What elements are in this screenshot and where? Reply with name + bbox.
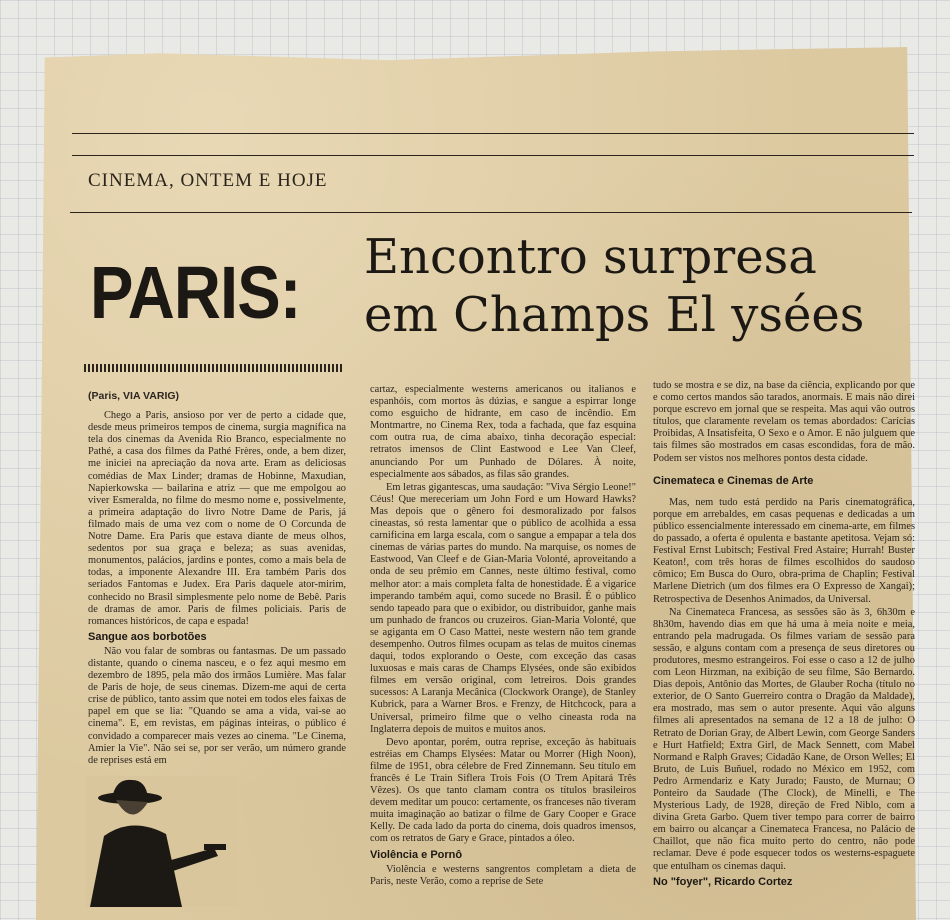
title-hatch-rule	[84, 364, 344, 372]
paris-title: PARIS:	[90, 251, 301, 334]
col3-paragraph-3: Na Cinemateca Francesa, as sessões são às 3, 6h30m e 8h30m, havendo dias em que há uma à meia noite e meia, entrando pela madrugada. Os filmes variam de sessão para sessão, e alguns contam com a presença de seus diretores ou produtores, mesmo estrangeiros. Foi esse o caso a 12 de julho com Leon Hirzman, na exibição de seu filme, São Bernardo. Dias depois, Antônio das Mortes, de Glauber Rocha (título no exterior, de O Santo Guerreiro contra o Dragão da Maldade), era mostrado, mas sem o autor presente. Aqui vão alguns filmes ali apresentados na semana de 12 a 18 de julho: O Retrato de Dorian Gray, de Albert Lewin, com George Sanders e Hurt Hatfield; Extra Girl, de Mack Sennett, com Mabel Normand e Ralph Graves; Cidadão Kane, de Orson Welles; El Bruto, de Luis Buñuel, rodado no México em 1952, com Pedro Armendariz e Katy Jurado; Fausto, de Murnau; O Ponteiro da Saudade (The Clock), de Minelli, e The Mysterious Lady, de 1928, direção de Fred Niblo, com a divina Greta Garbo. Quem tiver tempo para correr de bairro em bairro ou alcançar a Cinemateca Francesa, no Palácio de Chaillot, que não fica muito perto do centro, não pode reclamar. Deve é pode esquecer todos os westerns-espaguete que entulham os cinemas daqui.	[653, 606, 915, 872]
cowboy-figure-icon	[86, 776, 236, 907]
col1-paragraph-1: Chego a Paris, ansioso por ver de perto a cidade que, desde meus primeiros tempos de cinema, surgia magnífica na tela dos cinemas da Avenida Rio Branco, especialmente no Pathé, a casa dos filmes da Pathé Frères, onde, a bem dizer, me iniciei na apreciação da nova arte. Eram as deliciosas comédias de Max Linder; dramas de Hobinne, Maxudian, Napierkowska — bailarina e atriz — que me empolgou ao viver Esmeralda, no filme do mesmo nome e, possivelmente, a primeira adaptação do livro Notre Dame de Paris, já filmado mais de uma vez com o nome de O Corcunda de Notre Dame. Era Paris que estava diante de meus olhos, sedentos por sua graça e beleza; as suas avenidas, monumentos, palácios, jardins e pontes, como a mais bela de todas, a imponente Alexandre III. Era também Paris dos seriados Fantomas e Judex. Era Paris daquele ator-mirim, conhecido no Brasil simplesmente pelo nome de Bebê. Paris de dramas de amor. Paris de filmes policiais. Paris de romances históricos, de capa e espada!	[88, 410, 346, 627]
column-3	[653, 380, 915, 907]
col2-paragraph-3: Devo apontar, porém, outra reprise, exceção às habituais estréias em Champs Elysées: Matar ou Morrer (High Noon), filme de 1951, obra célebre de Fred Zinnemann. Seu título em francês é Le Train Siflera Trois Fois (O Trem Apitará Três Vêzes). Os que tanto clamam contra os títulos brasileiros devem meditar um pouco: certamente, os franceses não tiveram muita imaginação ao batizar o filme de Gary Cooper e Grace Kelly. De cada lado da porta do cinema, dois quadros imensos, com os retratos de Gary e Grace, pintados a óleo.	[370, 736, 636, 845]
cowboy-photo	[86, 776, 236, 907]
col2-paragraph-1: cartaz, especialmente westerns americanos ou italianos e espanhóis, com mortos às dúzias, e sangue a espirrar longe como esguicho de hidrante, em caso de incêndio. Em Montmartre, no Cinema Rex, toda a fachada, que faz esquina com outra rua, de cima abaixo, tinha decoração especial: retratos imensos de Clint Eastwood e Lee Van Cleef, anunciando Por um Punhado de Dólares. À noite, especialmente aos sábados, as filas são grandes.	[370, 384, 636, 480]
col2-subheading: Violência e Pornô	[370, 848, 463, 861]
col1-paragraph-2: Não vou falar de sombras ou fantasmas. De um passado distante, quando o cinema nasceu, e o fez aqui mesmo em dezembro de 1895, pela mão dos irmãos Lumière. Mas falar de Paris de hoje, de seus cinemas. Dizem-me aqui de certa crise de público, tanto assim que notei em todos eles faixas de papel em que se lia: "Quando se ama a vida, vai-se ao cinema". E, em revistas, em páginas inteiras, o público é convidado a comparecer mais vezes ao cinema. "Le Cinema, Amier la Vie". Não sei se, por ser verão, um número grande de reprises está em	[88, 645, 346, 766]
headline-line-1: Encontro surpresa	[364, 229, 817, 285]
col2-paragraph-2: Em letras gigantescas, uma saudação: "Viva Sérgio Leone!" Céus! Que mereceriam um John Ford e um Howard Hawks? Mas depois que o gênero foi desmoralizado por falsos cineastas, só resta lamentar que o público de acolhida a essa carnificina em larga escala, com o sangue a empapar a tela dos cinemas de várias partes do mundo. Na marquise, os nomes de Eastwood, Van Cleef e de Gian-Maria Volonté, aproveitando a onda de seu prêmio em Cannes, neste último festival, como melhor ator: a mais completa falta de honestidade. É a vigarice imperando também aqui, como sucede no Brasil. É o público sendo tapeado para que o exibidor, ou distribuidor, ganhe mais um punhado de francos ou cruzeiros. Gian-Maria Volonté, que se agiganta em O Caso Mattei, neste western não tem grande desempenho. Outros filmes ocupam as telas de muitos cinemas daqui, todos explorando o Oeste, com exceção das casas luxuosas e mais caras de Champs Elysées, onde são exibidos filmes em versão original, com letreiros. Dois grandes sucessos: A Laranja Mecânica (Clockwork Orange), de Stanley Kubrick, para a Warner Bros. e Frenzy, de Hitchcock, para a Universal, primeiro filme que o velho cineasta roda na Inglaterra depois de muitos e muitos anos.	[370, 481, 636, 735]
col2-paragraph-4: Violência e westerns sangrentos completam a dieta de Paris, neste Verão, como a reprise de Sete	[370, 863, 636, 887]
col1-subheading: Sangue aos borbotões	[88, 630, 207, 643]
col3-subheading-1: Cinemateca e Cinemas de Arte	[653, 474, 814, 487]
section-header: CINEMA, ONTEM E HOJE	[88, 170, 328, 191]
headline	[364, 228, 884, 344]
col3-paragraph-2: Mas, nem tudo está perdido na Paris cinematográfica, porque em arrebaldes, em casas pequenas e dedicadas a um público essencialmente interessado em cinema-arte, em filmes do passado, a oferta é opulenta e bastante apetitosa. Vejam só: Festival Ernst Lubitsch; Festival Fred Astaire; Hurrah! Buster Keaton!, com três horas de filmes escolhidos do saudoso cômico; Em Busca do Ouro, obra-prima de Chaplin; Festival Marlene Dietrich (um dos filmes era O Expresso de Xangai); Retrospectiva de Desenhos Animados, da Universal.	[653, 496, 915, 605]
top-rule	[72, 133, 914, 134]
section-rule	[70, 212, 912, 213]
column-1	[88, 390, 346, 775]
byline: (Paris, VIA VARIG)	[88, 390, 180, 402]
top-rule-2	[72, 155, 914, 156]
column-2	[370, 384, 636, 907]
headline-line-2: em Champs El ysées	[364, 287, 865, 343]
col3-paragraph-1: tudo se mostra e se diz, na base da ciência, explicando por que e como certos mandos são tarados, anormais. E mais não direi porque escrevo em jornal que se respeita. Mas aqui vão outros títulos, que claramente revelam os temas abordados: Carícias Proibidas, A Insatisfeita, O Sexo e o Amor. E não julguem que tais filmes são mostrados em casas escondidas, fora de mão. Podem ser vistos nos melhores pontos desta cidade.	[653, 380, 915, 464]
col3-subheading-2: No "foyer", Ricardo Cortez	[653, 875, 793, 888]
